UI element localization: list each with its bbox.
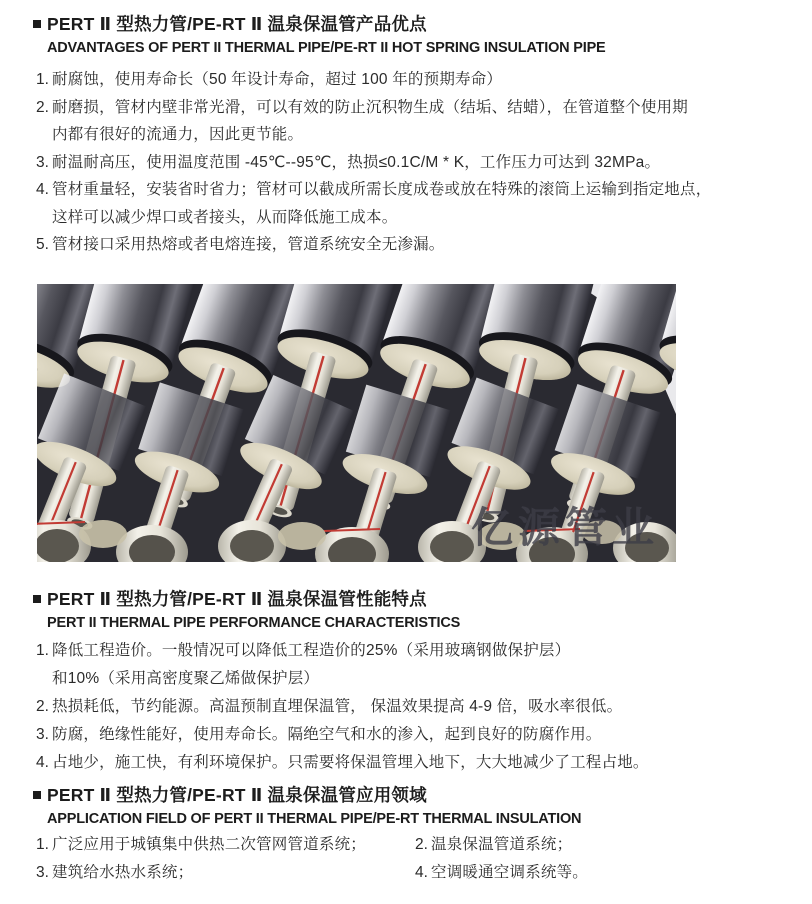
list-item-continuation bbox=[36, 665, 748, 693]
list-item-number bbox=[36, 121, 52, 149]
section-title-en: ADVANTAGES OF PERT II THERMAL PIPE/PE-RT II HOT SPRING INSULATION PIPE bbox=[47, 40, 606, 56]
list-item-number: 5. bbox=[36, 236, 49, 253]
list-item-number: 1. bbox=[36, 642, 49, 659]
list-item-text: 降低工程造价。一般情况可以降低工程造价的25%（采用玻璃钢做保护层） bbox=[52, 642, 571, 659]
list-item bbox=[36, 831, 415, 859]
list-item-text: 和10%（采用高密度聚乙烯做保护层） bbox=[52, 670, 320, 687]
list-item-number: 4. bbox=[36, 181, 49, 198]
list-item-number: 2. bbox=[415, 836, 428, 853]
section-title-zh: PERT Ⅱ 型热力管/PE-RT Ⅱ 温泉保温管产品优点 bbox=[47, 14, 427, 34]
list-item-text: 空调暖通空调系统等。 bbox=[431, 863, 589, 881]
square-bullet-icon bbox=[33, 791, 41, 799]
list-item bbox=[36, 176, 748, 204]
list-item-number: 1. bbox=[36, 71, 49, 88]
product-photo bbox=[37, 284, 676, 562]
advantages-list bbox=[36, 66, 748, 259]
section-header-application bbox=[33, 784, 581, 828]
list-item-text: 管材重量轻，安装省时省力；管材可以截成所需长度成卷或放在特殊的滚筒上运输到指定地点， bbox=[52, 181, 712, 198]
list-item-number: 4. bbox=[36, 754, 49, 771]
list-item-number bbox=[36, 665, 52, 693]
list-item bbox=[36, 149, 748, 177]
list-item-text: 耐温耐高压，使用温度范围 -45℃--95℃，热损≤0.1C/M * K，工作压力可达到 32MPa。 bbox=[52, 153, 661, 171]
list-item-text: 建筑给水热水系统； bbox=[52, 863, 194, 881]
list-item-text: 这样可以减少焊口或者接头，从而降低施工成本。 bbox=[52, 208, 398, 226]
list-item-continuation bbox=[36, 121, 748, 149]
section-header-advantages bbox=[33, 13, 606, 57]
list-item bbox=[36, 859, 415, 887]
list-item-text: 耐腐蚀，使用寿命长（50 年设计寿命，超过 100 年的预期寿命） bbox=[52, 71, 503, 88]
list-item-number: 3. bbox=[36, 863, 49, 881]
list-item bbox=[36, 693, 748, 721]
section-title-zh: PERT Ⅱ 型热力管/PE-RT Ⅱ 温泉保温管性能特点 bbox=[47, 589, 427, 609]
list-item-number: 2. bbox=[36, 98, 49, 116]
list-item-text: 管材接口采用热熔或者电熔连接，管道系统安全无渗漏。 bbox=[52, 236, 445, 253]
section-header-performance bbox=[33, 588, 460, 632]
list-item-number: 2. bbox=[36, 698, 49, 715]
list-item-text: 耐磨损，管材内壁非常光滑，可以有效的防止沉积物生成（结垢、结蜡），在管道整个使用期 bbox=[52, 98, 688, 116]
list-item bbox=[36, 94, 748, 122]
list-item bbox=[36, 231, 748, 259]
square-bullet-icon bbox=[33, 595, 41, 603]
performance-list bbox=[36, 637, 748, 777]
list-item-text: 防腐，绝缘性能好，使用寿命长。隔绝空气和水的渗入，起到良好的防腐作用。 bbox=[52, 726, 602, 743]
list-item bbox=[415, 831, 780, 859]
list-item bbox=[36, 66, 748, 94]
section-title-en: PERT II THERMAL PIPE PERFORMANCE CHARACTERISTICS bbox=[47, 615, 461, 631]
list-item bbox=[36, 749, 748, 777]
photo-watermark: 亿源管业 bbox=[471, 503, 660, 552]
list-item-text: 占地少，施工快，有利环境保护。只需要将保温管埋入地下，大大地减少了工程占地。 bbox=[52, 754, 649, 771]
list-item bbox=[415, 859, 780, 887]
list-item-number: 3. bbox=[36, 153, 49, 171]
application-list bbox=[36, 831, 780, 886]
list-item-number: 3. bbox=[36, 726, 49, 743]
list-item-text: 内都有很好的流通力，因此更节能。 bbox=[52, 126, 304, 143]
section-title-zh: PERT Ⅱ 型热力管/PE-RT Ⅱ 温泉保温管应用领域 bbox=[47, 785, 427, 805]
square-bullet-icon bbox=[33, 20, 41, 28]
section-title-en: APPLICATION FIELD OF PERT II THERMAL PIPE/PE-RT THERMAL INSULATION bbox=[47, 811, 582, 827]
list-item bbox=[36, 637, 748, 665]
list-item bbox=[36, 721, 748, 749]
list-item-text: 温泉保温管道系统； bbox=[431, 836, 573, 853]
list-item-text: 广泛应用于城镇集中供热二次管网管道系统； bbox=[52, 836, 367, 853]
list-item-number: 1. bbox=[36, 836, 49, 853]
list-item-number: 4. bbox=[415, 863, 428, 881]
list-item-text: 热损耗低，节约能源。高温预制直埋保温管， 保温效果提高 4-9 倍，吸水率很低。 bbox=[52, 698, 623, 715]
list-item-number bbox=[36, 204, 52, 232]
list-item-continuation bbox=[36, 204, 748, 232]
